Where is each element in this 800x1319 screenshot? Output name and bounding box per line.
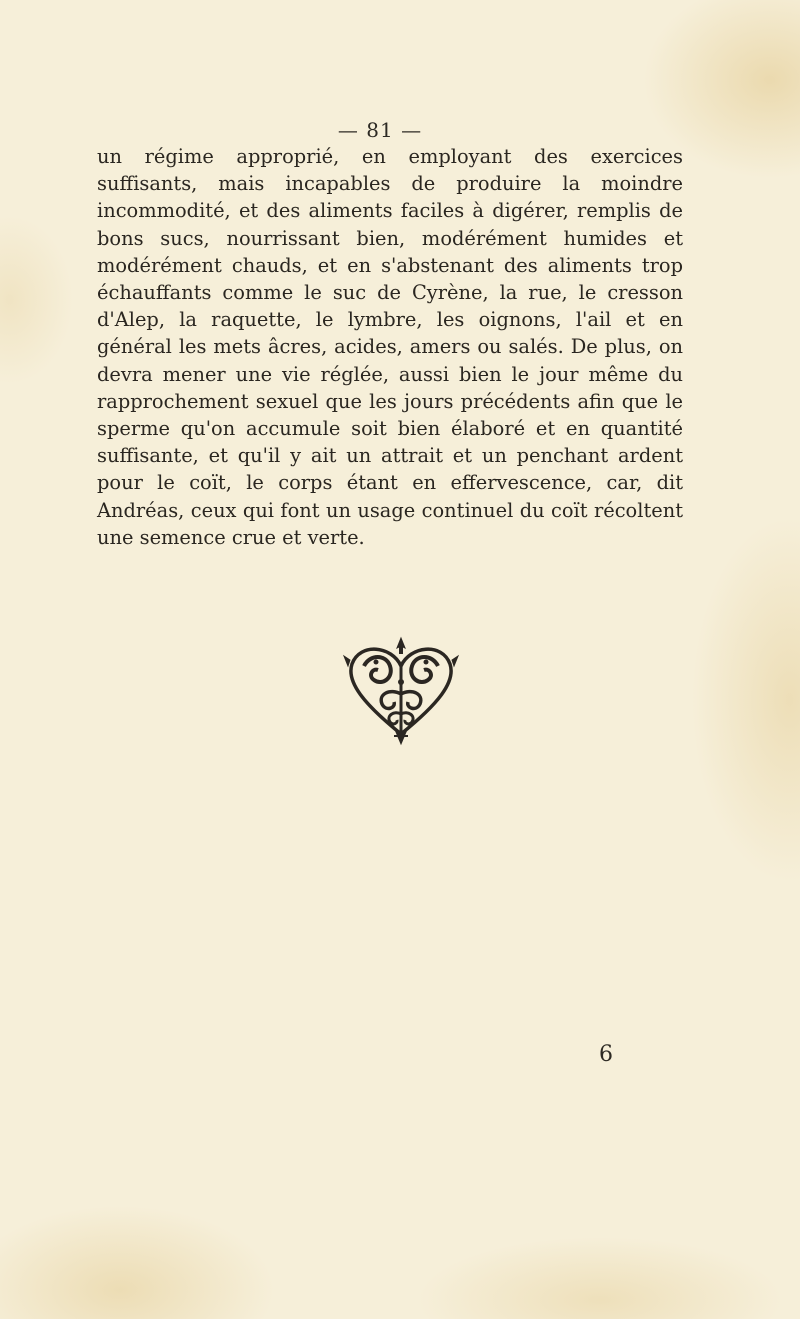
signature-mark: 6 — [599, 1042, 613, 1067]
heart-fleuron-icon — [342, 636, 460, 748]
page-number-header: — 81 — — [337, 118, 423, 142]
body-paragraph-container — [97, 143, 683, 551]
body-paragraph: un régime approprié, en employant des exercices suffisants, mais incapables de produire la moindre incommodité, et des aliments faciles à digérer, remplis de bons sucs, nourrissant bien, modérément humides et modérément chauds, et en s'abstenant des aliments trop échauffants comme le suc de Cyrène, la rue, le cresson d'Alep, la raquette, le lymbre, les oignons, l'ail et en général les mets âcres, acides, amers ou salés. De plus, on devra mener une vie réglée, aussi bien le jour même du rapprochement sexuel que les jours précédents afin que le sperme qu'on accumule soit bien élaboré et en quantité suffisante, et qu'il y ait un attrait et un penchant ardent pour le coït, le corps étant en effervescence, car, dit Andréas, ceux qui font un usage continuel du coït récoltent une semence crue et verte. — [97, 145, 683, 549]
